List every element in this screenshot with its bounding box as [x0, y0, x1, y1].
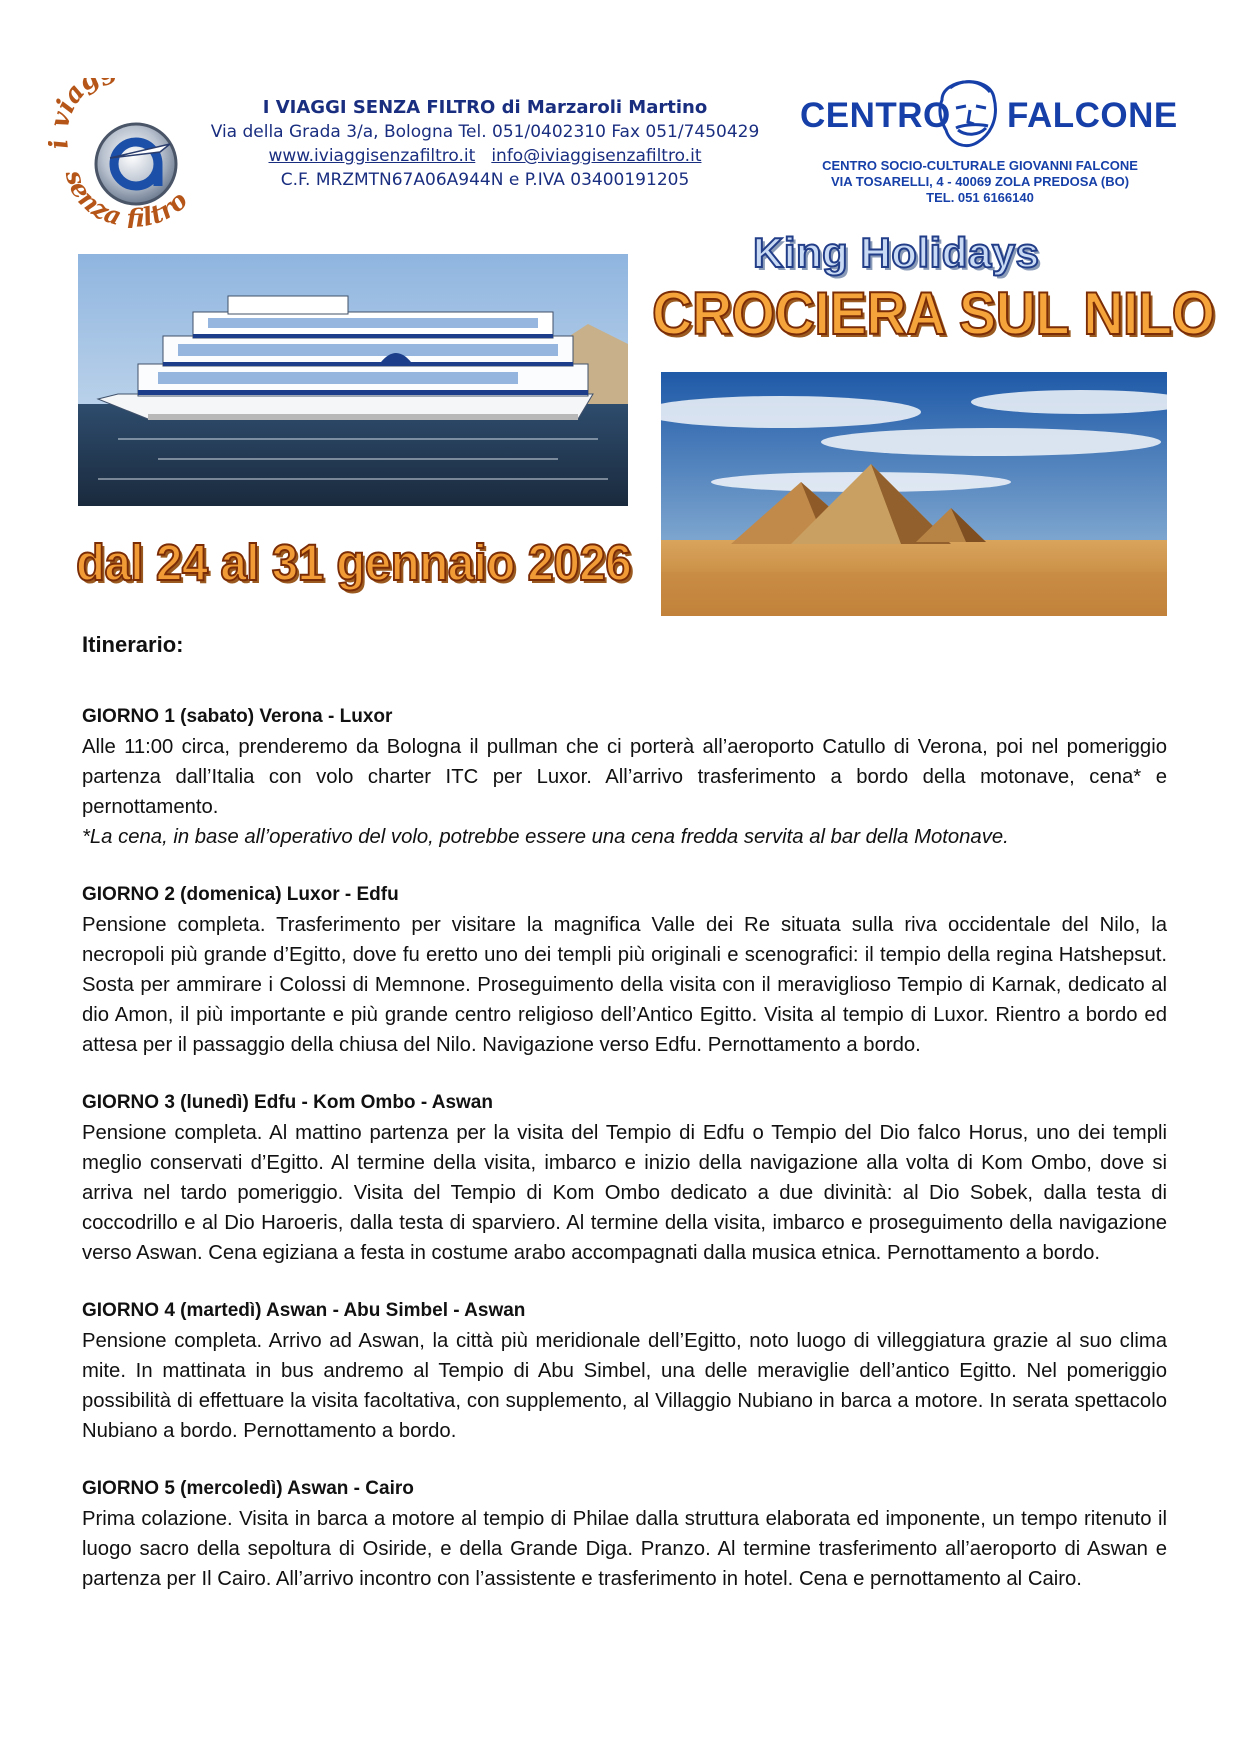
agency-name: I VIAGGI SENZA FILTRO di Marzaroli Martino: [262, 97, 708, 118]
day-title: GIORNO 2 (domenica) Luxor - Edfu: [82, 884, 399, 905]
agency-website-link[interactable]: www.iviaggisenzafiltro.it: [268, 146, 476, 166]
agency-info: [205, 96, 765, 192]
day-title: GIORNO 4 (martedì) Aswan - Abu Simbel - Aswan: [82, 1300, 526, 1321]
brand-title: King Holidays: [753, 229, 1040, 276]
itinerary-heading: Itinerario:: [82, 632, 184, 657]
agency-email-link[interactable]: info@iviaggisenzafiltro.it: [491, 146, 702, 166]
agency-logo: [48, 78, 218, 228]
day-description: Pensione completa. Trasferimento per visitare la magnifica Valle dei Re situata sulla riva occidentale del Nilo, la necropoli più grande d’Egitto, dove fu eretto uno dei templi più originali e scenografici: il tempio della regina Hatshepsut. Sosta per ammirare i Colossi di Memnone. Proseguimento della visita con il meraviglioso Tempio di Karnak, dedicato al dio Amon, il più importante e più grande centro religioso dell’Antico Egitto. Visita al tempio di Luxor. Rientro a bordo ed attesa per il passaggio della chiusa del Nilo. Navigazione verso Edfu. Pernottamento a bordo.: [82, 914, 1167, 1056]
partner-line-1: CENTRO SOCIO-CULTURALE GIOVANNI FALCONE: [822, 158, 1138, 173]
partner-line-3: TEL. 051 6166140: [926, 190, 1034, 205]
day-1: [82, 702, 1167, 852]
day-note: *La cena, in base all’operativo del volo, potrebbe essere una cena fredda servita al bar della Motonave.: [82, 826, 1009, 848]
agency-tax-info: C.F. MRZMTN67A06A944N e P.IVA 03400191205: [280, 170, 690, 190]
pyramids-photo: [661, 372, 1167, 616]
centro-falcone-logo: [785, 70, 1178, 210]
logo-text-top: viag: [48, 78, 105, 131]
partner-line-2: VIA TOSARELLI, 4 - 40069 ZOLA PREDOSA (BO): [830, 174, 1130, 189]
partner-name-right: FALCONE: [1007, 96, 1178, 135]
day-description: Pensione completa. Arrivo ad Aswan, la città più meridionale dell’Egitto, noto luogo di villeggiatura grazie al suo clima mite. In mattinata in bus andremo al Tempio di Abu Simbel, una delle meraviglie dell’antico Egitto. Nel pomeriggio possibilità di effettuare la visita facoltativa, con supplemento, al Villaggio Nubiano in barca a motore. In serata spettacolo Nubiano a bordo. Pernottamento a bordo.: [82, 1330, 1167, 1442]
day-title: GIORNO 1 (sabato) Verona - Luxor: [82, 706, 393, 727]
logo-text-bottom: senza filtro: [59, 167, 194, 228]
day-2: [82, 880, 1167, 1060]
day-title: GIORNO 3 (lunedì) Edfu - Kom Ombo - Aswan: [82, 1092, 493, 1113]
itinerary: [82, 632, 1167, 1622]
day-4: [82, 1296, 1167, 1446]
day-3: [82, 1088, 1167, 1268]
cruise-ship-photo: [78, 254, 628, 506]
day-description: Alle 11:00 circa, prenderemo da Bologna il pullman che ci porterà all’aeroporto Catullo di Verona, poi nel pomeriggio partenza dall’Italia con volo charter ITC per Luxor. All’arrivo trasferimento a bordo della motonave, cena* e pernottamento.: [82, 736, 1167, 818]
travel-dates: dal 24 al 31 gennaio 2026: [76, 534, 632, 591]
main-title: CROCIERA SUL NILO: [652, 280, 1215, 347]
partner-name-left: CENTRO: [800, 96, 951, 135]
day-title: GIORNO 5 (mercoledì) Aswan - Cairo: [82, 1478, 414, 1499]
agency-address: Via della Grada 3/a, Bologna Tel. 051/0402310 Fax 051/7450429: [210, 122, 760, 142]
day-description: Prima colazione. Visita in barca a motore al tempio di Philae dalla struttura elaborata ed imponente, un tempo ritenuto il luogo sacro della sepoltura di Osiride, e della Grande Diga. Pranzo. Al termine trasferimento all’aeroporto di Aswan e partenza per Il Cairo. All’arrivo incontro con l’assistente e trasferimento in hotel. Cena e pernottamento al Cairo.: [82, 1508, 1167, 1590]
day-description: Pensione completa. Al mattino partenza per la visita del Tempio di Edfu o Tempio del Dio falco Horus, uno dei templi meglio conservati d’Egitto. Al termine della visita, imbarco e inizio della navigazione alla volta di Kom Ombo, dove si arriva nel tardo pomeriggio. Visita del Tempio di Kom Ombo dedicato a due divinità: al Dio Sobek, dalla testa di coccodrillo e al Dio Haroeris, dalla testa di sparviero. Al termine della visita, imbarco e proseguimento della navigazione verso Aswan. Cena egiziana a festa in costume arabo accompagnati dalla musica etnica. Pernottamento a bordo.: [82, 1122, 1167, 1264]
day-5: [82, 1474, 1167, 1594]
